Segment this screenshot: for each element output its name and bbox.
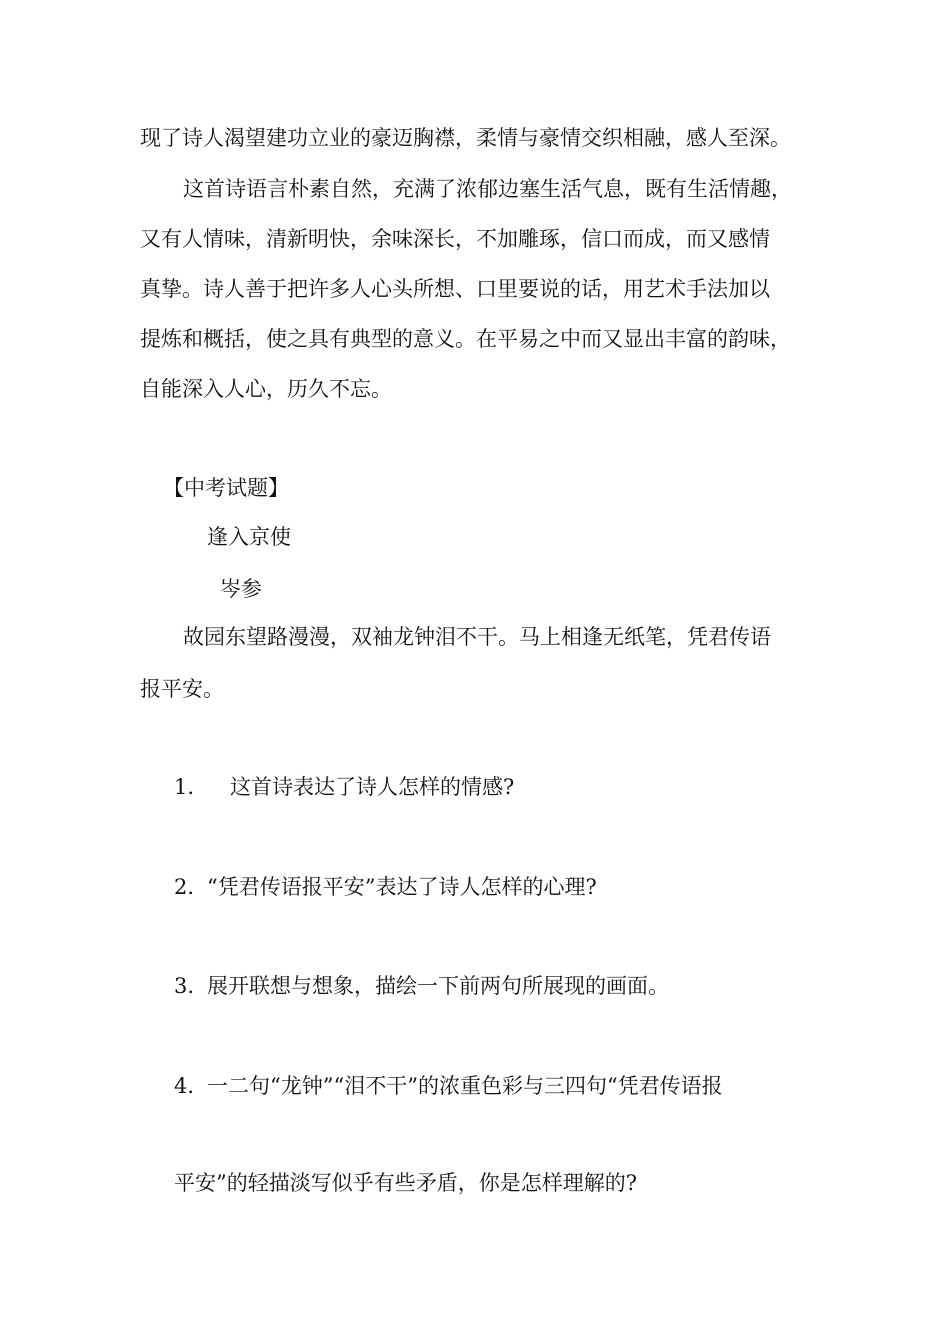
question-number: 4. [174,1074,195,1098]
question-text: 一二句“龙钟”“泪不干”的浓重色彩与三四句“凭君传语报 [207,1074,723,1098]
question-text: 这首诗表达了诗人怎样的情感? [230,775,515,799]
question-text: 展开联想与想象，描绘一下前两句所展现的画面。 [207,974,669,998]
analysis-line: 真挚。诗人善于把许多人心头所想、口里要说的话，用艺术手法加以 [140,277,770,301]
question-text-continued: 平安”的轻描淡写似乎有些矛盾，你是怎样理解的? [174,1171,637,1195]
section-heading: 【中考试题】 [163,476,289,500]
question-number: 1. [174,775,195,799]
analysis-line: 自能深入人心，历久不忘。 [140,377,392,401]
analysis-line: 这首诗语言朴素自然，充满了浓郁边塞生活气息，既有生活情趣， [183,177,792,201]
analysis-line: 现了诗人渴望建功立业的豪迈胸襟，柔情与豪情交织相融，感人至深。 [140,126,791,150]
question-text: “凭君传语报平安”表达了诗人怎样的心理? [207,875,597,899]
poem-line: 故园东望路漫漫，双袖龙钟泪不干。马上相逢无纸笔，凭君传语 [183,625,771,649]
poem-author: 岑参 [220,577,262,601]
question-number: 3. [174,974,195,998]
poem-title: 逢入京使 [207,525,291,549]
analysis-line: 又有人情味，清新明快，余味深长，不加雕琢，信口而成，而又感情 [140,227,770,251]
analysis-line: 提炼和概括，使之具有典型的意义。在平易之中而又显出丰富的韵味， [140,327,791,351]
poem-line: 报平安。 [140,677,224,701]
question-number: 2. [174,875,195,899]
